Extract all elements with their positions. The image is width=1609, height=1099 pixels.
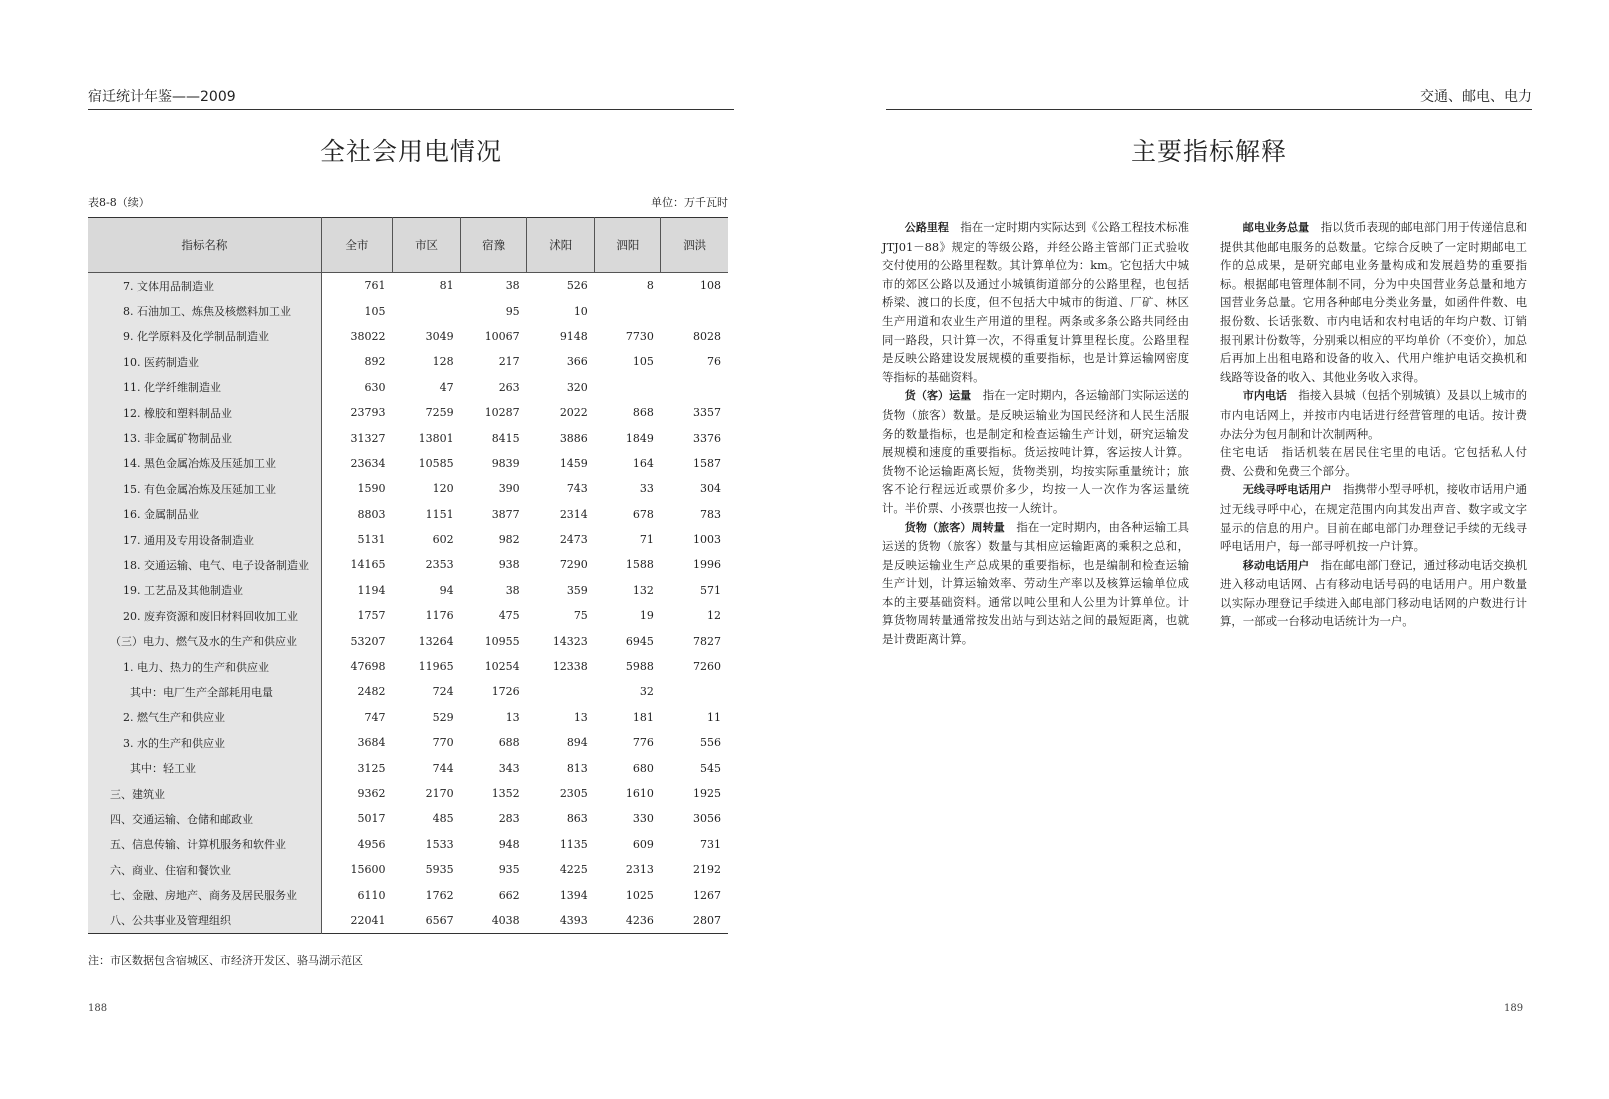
table-cell: 2170 [425,787,454,800]
table-cell: 938 [498,558,520,572]
table-cell: 6567 [425,913,454,927]
row-label: 14. 黑色金属冶炼及压延加工业 [88,451,321,476]
table-cell: 1194 [357,583,386,597]
definition-text: 指在一定时期内，由各种运输工具运送的货物（旅客）数量与其相应运输距离的乘积之总和，是反映运输业生产总成果的重要指标，也是编制和检查运输生产计划，计算运输效率、劳动生产率以及核算运输单位成本的主要基础资料。通常以吨公里和人公里为计算单位。计算货物周转量通常按发出站与到达站之间的最短距离，也就是计费距离计算。 [882,519,1189,647]
table-row [88,603,728,628]
table-cell: 2305 [559,787,588,800]
table-row [88,425,728,450]
table-cell: 868 [632,406,654,420]
column-header: 市区 [393,218,461,273]
table-cell: 71 [639,533,654,547]
table-row [88,400,728,425]
table-row [88,502,728,527]
table-cell: 3376 [693,431,721,445]
table-cell: 23634 [350,456,386,470]
table-cell: 7260 [693,660,721,674]
table-cell: 680 [632,761,654,775]
row-label: 四、交通运输、仓储和邮政业 [88,806,321,831]
table-cell: 2192 [693,863,721,877]
table-cell: 8803 [357,507,386,521]
table-cell: 743 [566,482,588,496]
definition-text: 指以货币表现的邮电部门用于传递信息和提供其他邮电服务的总数量。它综合反映了一定时期邮电工作的总成果，是研究邮电业务量构成和发展趋势的重要指标。根据邮电管理体制不同，分为中央国营业务总量和地方国营业务总量。它用各种邮电分类业务量，如函件件数、电报份数、长话张数、市内电话和农村电话的年均户数、订销报刊累计份数等，分别乘以相应的平均单价（不变价），加总后再加上出租电路和设备的收入、代用户维护电话交换机和线路等设备的收入、其他业务收入求得。 [1220,220,1527,384]
table-cell: 7730 [625,329,654,343]
table-cell: 8415 [491,431,520,445]
table-cell: 7827 [693,634,721,648]
table-cell: 935 [498,863,520,877]
table-cell: 7290 [559,558,588,572]
running-head: 宿迁统计年鉴——2009 [88,86,734,110]
table-cell: 1587 [693,456,721,470]
definition-paragraph [1220,218,1527,386]
table-cell: 11 [707,710,721,724]
table-cell: 6110 [357,888,386,902]
table-cell: 2314 [559,507,588,521]
page-number: 188 [88,1003,108,1014]
table-cell [595,298,661,323]
table-cell: 630 [364,380,386,394]
table-cell: 1925 [693,787,721,800]
row-label: 2. 燃气生产和供应业 [88,705,321,730]
table-cell [595,375,661,400]
table-cell: 132 [632,583,654,597]
row-label: 20. 废弃资源和废旧材料回收加工业 [88,603,321,628]
table-cell: 10287 [484,406,520,420]
definition-paragraph [1220,443,1527,480]
table-cell: 744 [432,761,454,775]
table-cell: 9362 [357,787,386,800]
page-title: 全社会用电情况 [319,137,502,166]
table-cell: 3357 [693,406,721,420]
table-cell: 32 [639,685,654,699]
table-cell: 1135 [559,837,588,851]
table-row [88,679,728,704]
table-row [88,806,728,831]
table-cell: 1151 [425,507,454,521]
table-cell: 9839 [491,456,520,470]
table-cell: 662 [498,888,520,902]
table-cell: 120 [432,482,454,496]
table-cell: 5988 [625,660,654,674]
definitions [882,218,1527,649]
table-cell: 10254 [484,660,520,674]
table-cell: 747 [364,710,386,724]
table-cell: 38 [505,583,520,597]
row-label: 8. 石油加工、炼焦及核燃料加工业 [88,298,321,323]
row-label: 五、信息传输、计算机服务和软件业 [88,832,321,857]
definition-paragraph [882,518,1189,649]
table-cell: 485 [432,812,454,826]
table-cell: 11965 [418,660,454,674]
table-row [88,781,728,806]
table-cell: 12 [707,609,721,623]
table-cell: 1590 [357,482,386,496]
electricity-table [88,217,728,934]
column-header: 宿豫 [461,218,527,273]
definition-term: 无线寻呼电话用户 [1242,483,1332,497]
right-page [804,0,1609,1099]
table-cell: 688 [498,736,520,750]
column-header: 泗阳 [595,218,661,273]
row-label: 八、公共事业及管理组织 [88,908,321,934]
table-row [88,273,728,299]
definition-paragraph [882,218,1189,386]
table-note: 注：市区数据包含宿城区、市经济开发区、骆马湖示范区 [88,954,363,967]
definition-paragraph [1220,386,1527,443]
definition-term: 邮电业务总量 [1242,221,1310,234]
table-row [88,476,728,501]
row-label: 12. 橡胶和塑料制品业 [88,400,321,425]
table-cell: 8028 [693,329,721,343]
table-cell: 863 [566,812,588,826]
left-page [0,0,804,1099]
table-cell: 3886 [559,431,588,445]
column-header: 指标名称 [88,218,321,273]
column-header: 全市 [321,218,392,273]
row-label: 六、商业、住宿和餐饮业 [88,857,321,882]
table-row [88,349,728,374]
table-cell: 13801 [418,431,454,445]
table-cell: 4236 [625,913,654,927]
page-title: 主要指标解释 [1130,137,1287,166]
table-row [88,882,728,907]
table-cell: 813 [566,761,588,775]
table-cell: 4038 [491,913,520,927]
table-cell: 366 [566,355,588,369]
page-number: 189 [1504,1003,1524,1014]
row-label: 16. 金属制品业 [88,502,321,527]
table-cell: 1726 [491,685,520,699]
table-cell: 19 [639,609,654,623]
table-cell: 7259 [425,406,454,420]
column-header: 沭阳 [527,218,595,273]
table-cell: 3125 [357,761,386,775]
table-cell: 5017 [357,812,386,826]
table-cell: 556 [700,736,721,750]
table-cell: 2022 [559,406,588,420]
table-cell [527,679,595,704]
table-cell: 1176 [425,609,454,623]
table-cell: 1533 [425,837,454,851]
table-cell: 571 [700,583,721,597]
table-cell: 217 [498,355,520,369]
table-cell: 76 [707,355,721,369]
table-cell: 1762 [425,888,454,902]
table-cell: 1588 [625,558,654,572]
table-cell: 330 [632,812,654,826]
table-cell: 304 [700,482,721,496]
table-cell: 94 [439,583,454,597]
table-cell: 2482 [357,685,386,699]
table-cell [661,679,728,704]
table-cell: 609 [632,837,654,851]
table-cell: 770 [432,736,454,750]
table-cell: 320 [566,380,588,394]
table-cell: 81 [439,279,454,293]
table-row [88,730,728,755]
table-cell: 2353 [425,558,454,572]
table-cell: 4956 [357,837,386,851]
table-row [88,908,728,934]
definition-paragraph [882,386,1189,517]
table-cell: 475 [498,609,520,623]
table-cell: 678 [632,507,654,521]
table-id: 表8-8（续） [88,196,150,209]
table-cell: 602 [432,533,454,547]
definition-text: 指在邮电部门登记，通过移动电话交换机进入移动电话网、占有移动电话号码的电话用户。用户数量以实际办理登记手续进入邮电部门移动电话网的户数进行计算，一部或一台移动电话统计为一户。 [1220,557,1527,629]
table-cell: 47 [439,380,454,394]
definition-text: 指在一定时期内，各运输部门实际运送的货物（旅客）数量。是反映运输业为国民经济和人民生活服务的数量指标，也是制定和检查运输生产计划，研究运输发展规模和速度的重要指标。货运按吨计算，客运按人计算。货物不论运输距离长短，货物类别，均按实际重量统计；旅客不论行程远近或票价多少，均按一人一次作为客运量统计。半价票、小孩票也按一人统计。 [882,388,1189,515]
row-label: 18. 交通运输、电气、电子设备制造业 [88,552,321,577]
column-header: 泗洪 [661,218,728,273]
table-cell: 14165 [350,558,386,572]
table-cell: 529 [432,710,454,724]
definition-paragraph [1220,556,1527,631]
table-cell: 724 [432,685,454,699]
table-cell: 545 [700,761,721,775]
table-cell: 3684 [357,736,386,750]
table-header-row [88,218,728,273]
row-label: 3. 水的生产和供应业 [88,730,321,755]
definition-text: 住宅电话 指话机装在居民住宅里的电话。它包括私人付费、公费和免费三个部分。 [1220,445,1527,478]
definition-text: 指在一定时期内实际达到《公路工程技术标准JTJ01－88》规定的等级公路，并经公路主管部门正式验收交付使用的公路里程数。其计算单位为：km。它包括大中城市的郊区公路以及通过小城镇街道部分的公路里程，也包括桥梁、渡口的长度，但不包括大中城市的街道、厂矿、林区生产用道和农业生产用道的里程。两条或多条公路共同经由同一路段，只计算一次，不得重复计算里程长度。公路里程是反映公路建设发展规模的重要指标，也是计算运输网密度等指标的基础资料。 [882,220,1189,384]
table-body [88,273,728,934]
table-cell: 776 [632,736,654,750]
definitions-column-2 [1220,218,1527,649]
row-label: 11. 化学纤维制造业 [88,375,321,400]
table-cell: 23793 [350,406,386,420]
row-label: 三、建筑业 [88,781,321,806]
table-cell: 12338 [552,660,588,674]
table-cell: 1003 [693,533,721,547]
table-cell: 128 [432,355,454,369]
table-cell: 22041 [350,913,386,927]
table-cell: 1849 [625,431,654,445]
table-cell: 10067 [484,329,520,343]
row-label: 其中：电厂生产全部耗用电量 [88,679,321,704]
table-cell: 13264 [418,634,454,648]
table-cell: 6945 [625,634,654,648]
table-cell: 10 [573,304,588,318]
definition-text: 指接入县城（包括个别城镇）及县以上城市的市内电话网上，并按市内电话进行经营管理的电话。按计费办法分为包月制和计次制两种。 [1220,388,1527,441]
table-row [88,578,728,603]
row-label: 19. 工艺品及其他制造业 [88,578,321,603]
table-meta [88,194,728,210]
table-cell: 1996 [693,558,721,572]
table-row [88,755,728,780]
table-cell: 761 [364,279,386,293]
table-cell: 1394 [559,888,588,902]
table-cell: 4225 [559,863,588,877]
table-row [88,451,728,476]
table-cell: 105 [632,355,654,369]
table-cell: 13 [505,710,520,724]
running-head: 交通、邮电、电力 [886,86,1532,110]
table-cell [661,298,728,323]
table-cell: 1025 [625,888,654,902]
row-label: （三）电力、燃气及水的生产和供应业 [88,628,321,653]
table-cell: 10955 [484,634,520,648]
table-cell: 15600 [350,863,386,877]
definition-term: 货物（旅客）周转量 [904,520,1005,534]
table-cell: 1267 [693,888,721,902]
table-row [88,654,728,679]
definitions-column-1 [882,218,1189,649]
definition-term: 移动电话用户 [1242,558,1310,572]
table-cell: 31327 [350,431,386,445]
table-cell: 731 [700,837,721,851]
table-row [88,552,728,577]
definition-term: 市内电话 [1242,389,1287,403]
table-cell: 343 [498,761,520,775]
table-cell: 47698 [350,660,386,674]
table-cell: 164 [632,456,654,470]
table-cell: 526 [566,279,588,293]
table-unit: 单位：万千瓦时 [651,196,728,209]
row-label: 17. 通用及专用设备制造业 [88,527,321,552]
table-cell: 1352 [491,787,520,800]
table-cell [661,375,728,400]
table-cell: 982 [498,533,520,547]
row-label: 其中：轻工业 [88,755,321,780]
table-row [88,857,728,882]
row-label: 9. 化学原料及化学制品制造业 [88,324,321,349]
table-cell: 38 [505,279,520,293]
table-row [88,705,728,730]
table-cell: 2807 [693,913,721,927]
table-cell: 75 [573,609,588,623]
row-label: 七、金融、房地产、商务及居民服务业 [88,882,321,907]
table-cell: 3056 [693,812,721,826]
row-label: 13. 非金属矿物制品业 [88,425,321,450]
table-cell: 3877 [491,507,520,521]
table-cell: 894 [566,736,588,750]
definition-term: 公路里程 [904,221,949,234]
table-cell: 2313 [625,863,654,877]
table-cell: 390 [498,482,520,496]
table-cell: 33 [639,482,654,496]
table-cell: 283 [498,812,520,826]
table-cell: 1610 [625,787,654,800]
table-row [88,832,728,857]
definition-text: 指携带小型寻呼机，接收市话用户通过无线寻呼中心，在规定范围内向其发出声音、数字或文字显示的信息的用户。目前在邮电部门办理登记手续的无线寻呼电话用户，每一部寻呼机按一户计算。 [1220,482,1527,554]
table-cell: 95 [505,304,520,318]
table-cell: 105 [364,304,386,318]
row-label: 15. 有色金属冶炼及压延加工业 [88,476,321,501]
table-cell: 5131 [357,533,386,547]
row-label: 10. 医药制造业 [88,349,321,374]
definition-term: 货（客）运量 [904,389,972,403]
table-cell [393,298,461,323]
table-cell: 108 [700,279,721,293]
table-row [88,628,728,653]
table-cell: 263 [498,380,520,394]
table-row [88,375,728,400]
table-cell: 948 [498,837,520,851]
table-cell: 14323 [552,634,588,648]
table-cell: 5935 [425,863,454,877]
table-cell: 13 [573,710,588,724]
table-cell: 1459 [559,456,588,470]
table-cell: 4393 [559,913,588,927]
table-cell: 892 [364,355,386,369]
table-cell: 359 [566,583,588,597]
table-row [88,527,728,552]
table-cell: 38022 [350,329,386,343]
table-cell: 181 [632,710,654,724]
table-row [88,298,728,323]
row-label: 7. 文体用品制造业 [88,273,321,299]
table-cell: 53207 [350,634,386,648]
table-cell: 9148 [559,329,588,343]
table-cell: 10585 [418,456,454,470]
table-cell: 783 [700,507,721,521]
table-cell: 8 [646,279,654,293]
table-row [88,324,728,349]
table-cell: 2473 [559,533,588,547]
definition-paragraph [1220,480,1527,555]
table-cell: 3049 [425,329,454,343]
row-label: 1. 电力、热力的生产和供应业 [88,654,321,679]
table-cell: 1757 [357,609,386,623]
